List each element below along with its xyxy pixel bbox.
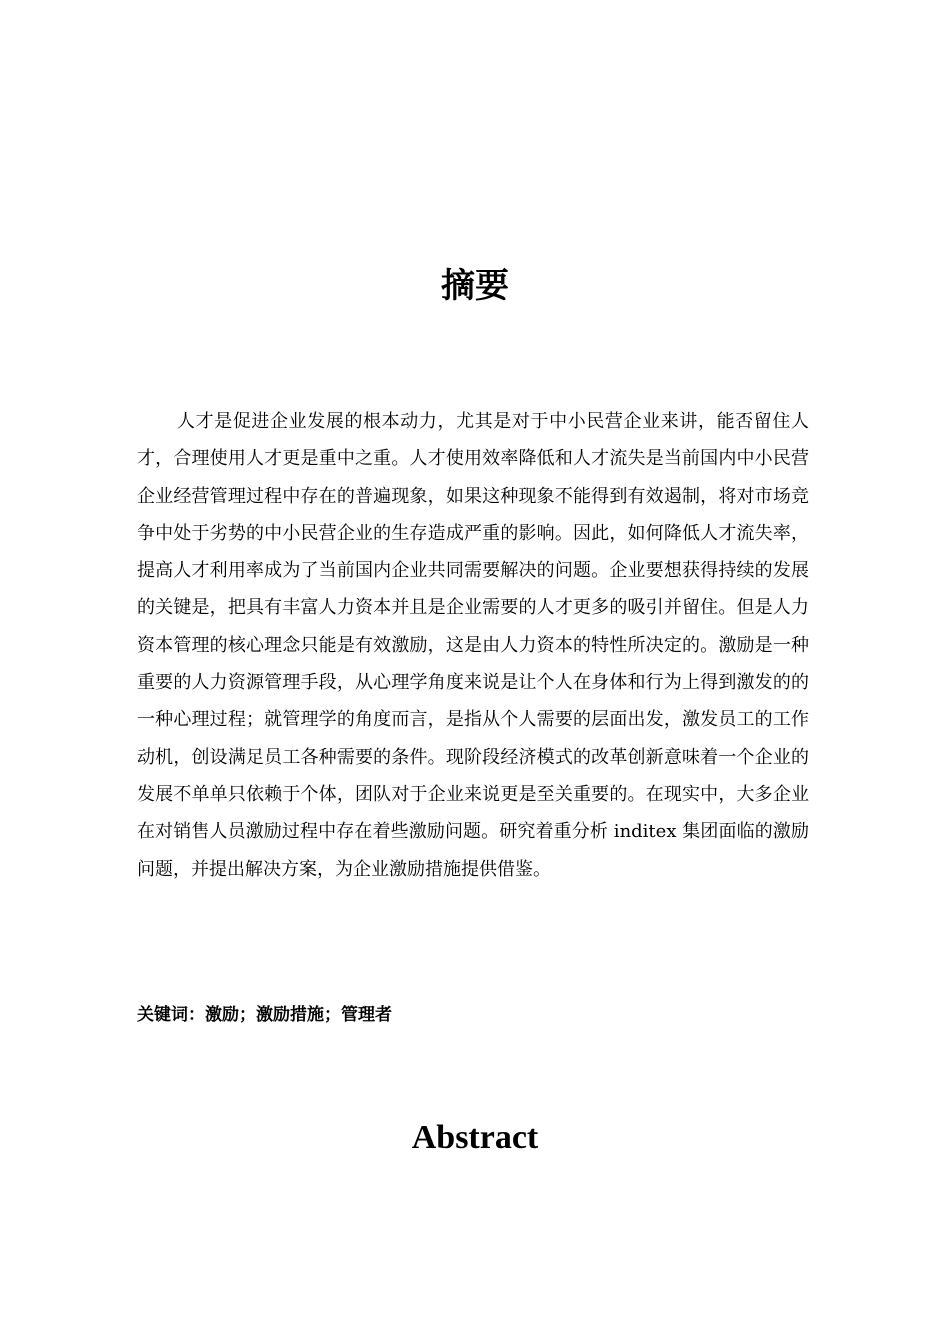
chinese-abstract-title: 摘要 <box>441 266 509 306</box>
chinese-abstract-body: 人才是促进企业发展的根本动力，尤其是对于中小民营企业来讲，能否留住人才，合理使用人才更是重中之重。人才使用效率降低和人才流失是当前国内中小民营企业经营管理过程中存在的普遍现象，如果这种现象不能得到有效遏制，将对市场竞争中处于劣势的中小民营企业的生存造成严重的影响。因此，如何降低人才流失率，提高人才利用率成为了当前国内企业共同需要解决的问题。企业要想获得持续的发展的关键是，把具有丰富人力资本并且是企业需要的人才更多的吸引并留住。但是人力资本管理的核心理念只能是有效激励，这是由人力资本的特性所决定的。激励是一种重要的人力资源管理手段，从心理学角度来说是让个人在身体和行为上得到激发的的一种心理过程；就管理学的角度而言，是指从个人需要的层面出发，激发员工的工作动机，创设满足员工各种需要的条件。现阶段经济模式的改革创新意味着一个企业的发展不单单只依赖于个体，团队对于企业来说更是至关重要的。在现实中，大多企业在对销售人员激励过程中存在着些激励问题。研究着重分析 inditex 集团面临的激励问题，并提出解决方案，为企业激励措施提供借鉴。 <box>137 411 809 880</box>
keywords-line: 关键词：激励；激励措施；管理者 <box>137 1005 392 1025</box>
english-abstract-title: Abstract <box>411 1119 539 1156</box>
